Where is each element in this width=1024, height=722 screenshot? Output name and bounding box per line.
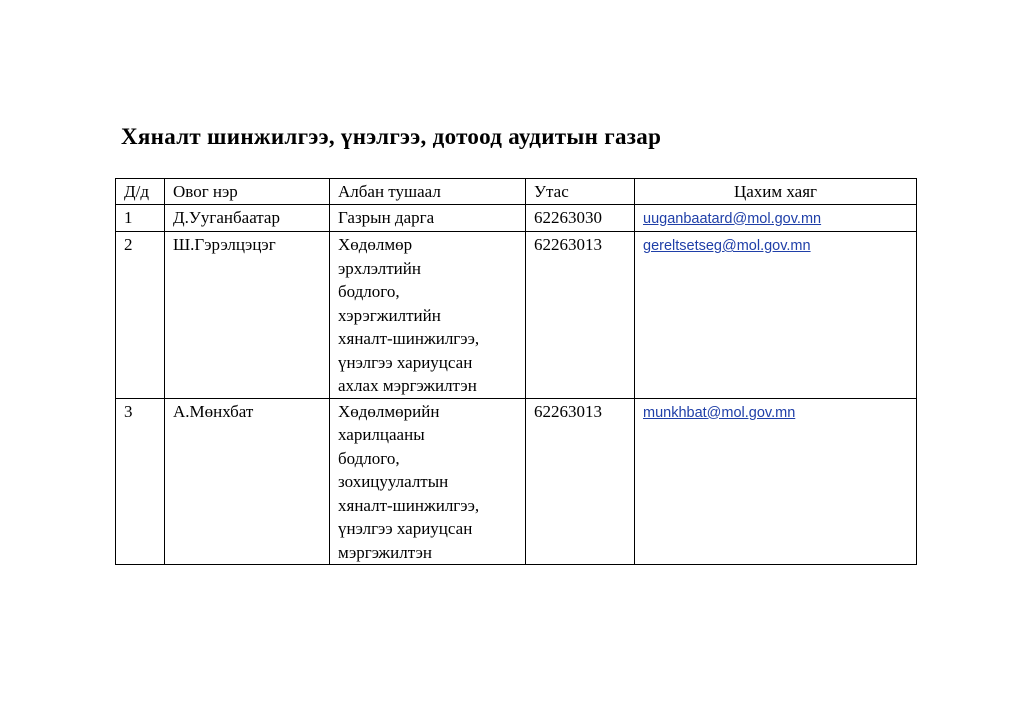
header-position: Албан тушаал bbox=[330, 179, 526, 205]
row-position bbox=[330, 398, 526, 565]
header-num: Д/д bbox=[116, 179, 165, 205]
position-line: зохицуулалтын bbox=[338, 472, 449, 491]
row-email-cell bbox=[635, 204, 917, 232]
row-name: Д.Ууганбаатар bbox=[165, 204, 330, 232]
row-phone: 62263030 bbox=[526, 204, 635, 232]
position-line: Газрын дарга bbox=[338, 207, 435, 227]
email-link[interactable]: munkhbat@mol.gov.mn bbox=[643, 404, 796, 421]
row-phone: 62263013 bbox=[526, 398, 635, 565]
position-line: ахлах мэргэжилтэн bbox=[338, 376, 477, 395]
row-position bbox=[330, 204, 526, 232]
table-header-row bbox=[116, 179, 917, 205]
row-name: А.Мөнхбат bbox=[165, 398, 330, 565]
row-num: 2 bbox=[116, 232, 165, 399]
row-num: 3 bbox=[116, 398, 165, 565]
header-phone: Утас bbox=[526, 179, 635, 205]
row-num: 1 bbox=[116, 204, 165, 232]
header-name: Овог нэр bbox=[165, 179, 330, 205]
staff-contact-table bbox=[115, 178, 917, 565]
page-title: Хяналт шинжилгээ, үнэлгээ, дотоод аудитын газар bbox=[121, 124, 662, 149]
row-email-cell bbox=[635, 398, 917, 565]
position-line: харилцааны bbox=[338, 425, 425, 444]
position-line: эрхлэлтийн bbox=[338, 258, 421, 278]
position-line: бодлого, bbox=[338, 282, 400, 301]
row-phone: 62263013 bbox=[526, 232, 635, 399]
row-position bbox=[330, 232, 526, 399]
position-line: хэрэгжилтийн bbox=[338, 305, 441, 325]
position-line: үнэлгээ хариуцсан bbox=[338, 519, 473, 538]
table-row bbox=[116, 232, 917, 399]
position-line: хяналт-шинжилгээ, bbox=[338, 329, 480, 348]
email-link[interactable]: uuganbaatard@mol.gov.mn bbox=[643, 210, 822, 227]
table-row bbox=[116, 204, 917, 232]
position-line: хяналт-шинжилгээ, bbox=[338, 495, 480, 515]
row-email-cell bbox=[635, 232, 917, 399]
position-line: бодлого, bbox=[338, 448, 400, 468]
header-email: Цахим хаяг bbox=[635, 179, 917, 205]
row-name: Ш.Гэрэлцэцэг bbox=[165, 232, 330, 399]
position-line: үнэлгээ хариуцсан bbox=[338, 352, 473, 372]
position-line: Хөдөлмөр bbox=[338, 235, 413, 254]
position-line: Хөдөлмөрийн bbox=[338, 401, 440, 421]
table-row bbox=[116, 398, 917, 565]
position-line: мэргэжилтэн bbox=[338, 542, 432, 562]
email-link[interactable]: gereltsetseg@mol.gov.mn bbox=[643, 238, 811, 254]
